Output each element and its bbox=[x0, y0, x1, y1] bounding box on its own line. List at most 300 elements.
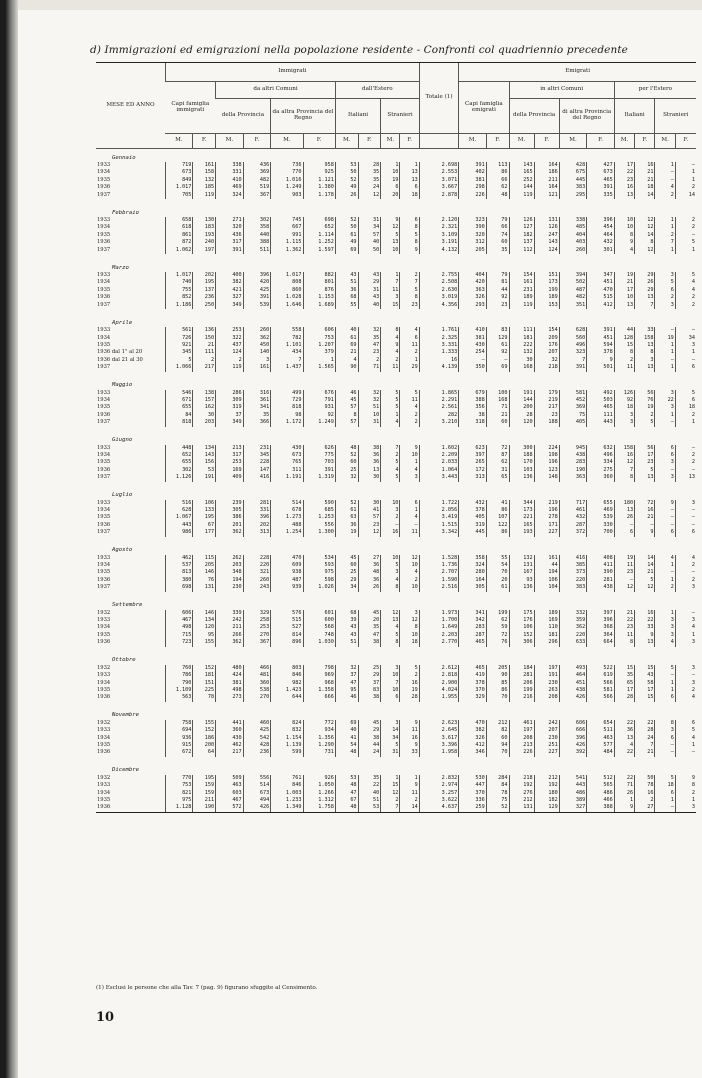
cell-value: 4 bbox=[675, 735, 696, 742]
cell-value: 1 bbox=[655, 687, 675, 694]
cell-value: 392 bbox=[559, 749, 587, 756]
cell-value: 134 bbox=[193, 445, 216, 452]
cell-value: — bbox=[675, 507, 696, 514]
table-row bbox=[96, 302, 696, 309]
header-sex-f: F. bbox=[534, 134, 559, 149]
cell-value: 628 bbox=[559, 327, 587, 334]
cell-value: 436 bbox=[216, 232, 244, 239]
cell-value: 161 bbox=[509, 279, 534, 286]
cell-value: 921 bbox=[165, 342, 193, 349]
cell-value: 3 bbox=[675, 804, 696, 812]
table-row bbox=[96, 177, 696, 184]
cell-value: 936 bbox=[165, 735, 193, 742]
cell-value: 68 bbox=[335, 294, 358, 301]
cell-value: 16 bbox=[635, 162, 655, 169]
cell-value: 21 bbox=[335, 349, 358, 356]
cell-value: 425 bbox=[243, 287, 271, 294]
cell-value: 7 bbox=[381, 279, 400, 286]
migration-table bbox=[96, 62, 696, 818]
header-mese: MESE ED ANNO bbox=[96, 63, 165, 149]
cell-value: 5 bbox=[381, 397, 400, 404]
cell-value: 428 bbox=[243, 742, 271, 749]
cell-value: 1.319 bbox=[303, 474, 335, 481]
cell-value: 62 bbox=[486, 617, 509, 624]
cell-value: 186 bbox=[193, 735, 216, 742]
cell-value: 632 bbox=[587, 445, 615, 452]
row-year: 1934 bbox=[97, 279, 111, 286]
table-row bbox=[96, 224, 696, 231]
cell-value: 2 bbox=[675, 459, 696, 466]
cell-value: 76 bbox=[635, 397, 655, 404]
row-year: 1934 bbox=[97, 624, 111, 631]
header-immigrati: Immigrati bbox=[165, 63, 419, 82]
cell-value: 54 bbox=[486, 562, 509, 569]
cell-value: 2.707 bbox=[419, 569, 459, 576]
cell-value: 136 bbox=[509, 584, 534, 591]
cell-value: 488 bbox=[271, 522, 303, 529]
table-row bbox=[96, 797, 696, 804]
header-per-estero: per l'Estero bbox=[614, 82, 696, 99]
cell-value: — bbox=[675, 445, 696, 452]
cell-value: 345 bbox=[165, 349, 193, 356]
cell-value: 136 bbox=[509, 474, 534, 481]
cell-value: 563 bbox=[165, 694, 193, 701]
cell-value: 22 bbox=[655, 397, 675, 404]
cell-value: 23 bbox=[614, 177, 634, 184]
cell-value: 35 bbox=[486, 247, 509, 254]
cell-value: 43 bbox=[335, 272, 358, 279]
cell-value: 698 bbox=[303, 217, 335, 224]
table-row bbox=[96, 727, 696, 734]
cell-value: 1.062 bbox=[165, 247, 193, 254]
cell-value: 408 bbox=[587, 555, 615, 562]
cell-value: 90 bbox=[335, 364, 358, 371]
cell-value: 156 bbox=[193, 459, 216, 466]
row-year: 1935 bbox=[97, 796, 111, 803]
cell-value: 12 bbox=[400, 555, 419, 562]
cell-value: 220 bbox=[243, 562, 271, 569]
table-row bbox=[96, 507, 696, 514]
cell-value: 66 bbox=[486, 224, 509, 231]
cell-value: 172 bbox=[459, 467, 487, 474]
cell-value: 2 bbox=[400, 672, 419, 679]
row-year: 1936 dal 21 al 30 bbox=[97, 356, 143, 363]
cell-value: 10 bbox=[614, 224, 634, 231]
cell-value: 6 bbox=[675, 529, 696, 536]
table-row bbox=[96, 694, 696, 701]
header-sex-m: M. bbox=[509, 134, 534, 149]
cell-value: 462 bbox=[216, 742, 244, 749]
cell-value: 22 bbox=[614, 775, 634, 782]
cell-value: 4 bbox=[614, 742, 634, 749]
cell-value: 313 bbox=[243, 529, 271, 536]
cell-value: 969 bbox=[303, 672, 335, 679]
cell-value: 283 bbox=[559, 459, 587, 466]
cell-value: 5 bbox=[381, 562, 400, 569]
cell-value: 126 bbox=[509, 217, 534, 224]
cell-value: 51 bbox=[358, 797, 381, 804]
cell-value: 181 bbox=[534, 632, 559, 639]
cell-value: 196 bbox=[534, 459, 559, 466]
cell-value: 60 bbox=[486, 239, 509, 246]
cell-value: 1.154 bbox=[271, 735, 303, 742]
cell-value: 501 bbox=[587, 364, 615, 371]
cell-value: 13 bbox=[614, 507, 634, 514]
cell-value: 522 bbox=[587, 665, 615, 672]
cell-value: 5 bbox=[635, 419, 655, 426]
cell-value: 363 bbox=[459, 287, 487, 294]
cell-value: 3 bbox=[675, 680, 696, 687]
cell-value: 35 bbox=[614, 672, 634, 679]
cell-value: 1.153 bbox=[303, 294, 335, 301]
cell-value: 7 bbox=[381, 680, 400, 687]
cell-value: 23 bbox=[614, 569, 634, 576]
cell-value: 84 bbox=[165, 412, 193, 419]
cell-value: 2.120 bbox=[419, 217, 459, 224]
cell-value: 8 bbox=[614, 232, 634, 239]
cell-value: 3 bbox=[675, 584, 696, 591]
row-year: 1937 bbox=[97, 584, 111, 591]
cell-value: — bbox=[655, 522, 675, 529]
cell-value: 373 bbox=[559, 569, 587, 576]
cell-value: 791 bbox=[303, 397, 335, 404]
cell-value: 5 bbox=[655, 665, 675, 672]
cell-value: 1 bbox=[381, 412, 400, 419]
cell-value: 196 bbox=[534, 507, 559, 514]
cell-value: 9 bbox=[400, 742, 419, 749]
header-sex-m: M. bbox=[614, 134, 634, 149]
table-row bbox=[96, 680, 696, 687]
cell-value: 144 bbox=[509, 184, 534, 191]
row-year: 1932 bbox=[97, 664, 111, 671]
row-year: 1936 bbox=[97, 294, 111, 301]
cell-value: 126 bbox=[534, 224, 559, 231]
row-year: 1933 bbox=[97, 389, 111, 396]
cell-value: 176 bbox=[534, 342, 559, 349]
cell-value: 6 bbox=[655, 287, 675, 294]
cell-value: 772 bbox=[303, 720, 335, 727]
cell-value: 302 bbox=[165, 467, 193, 474]
cell-value: 10 bbox=[400, 562, 419, 569]
cell-value: 129 bbox=[534, 804, 559, 812]
cell-value: 161 bbox=[534, 555, 559, 562]
cell-value: 2 bbox=[381, 797, 400, 804]
cell-value: 56 bbox=[635, 390, 655, 397]
cell-value: 2.056 bbox=[419, 507, 459, 514]
cell-value: 52 bbox=[335, 177, 358, 184]
table-row bbox=[96, 617, 696, 624]
cell-value: 191 bbox=[509, 390, 534, 397]
month-heading: Luglio bbox=[112, 492, 133, 499]
cell-value: 4 bbox=[381, 335, 400, 342]
cell-value: 4 bbox=[335, 357, 358, 364]
cell-value: 519 bbox=[243, 184, 271, 191]
cell-value: 808 bbox=[271, 279, 303, 286]
cell-value: 1.003 bbox=[271, 790, 303, 797]
cell-value: 813 bbox=[165, 569, 193, 576]
cell-value: 2 bbox=[655, 584, 675, 591]
cell-value: 206 bbox=[509, 680, 534, 687]
cell-value: 1.736 bbox=[419, 562, 459, 569]
header-della-provincia: della Provincia bbox=[216, 99, 271, 134]
cell-value: 1.066 bbox=[165, 364, 193, 371]
table-row bbox=[96, 459, 696, 466]
cell-value: 698 bbox=[165, 584, 193, 591]
cell-value: 207 bbox=[534, 727, 559, 734]
cell-value: 40 bbox=[358, 239, 381, 246]
cell-value: 190 bbox=[193, 804, 216, 812]
cell-value: 2 bbox=[675, 452, 696, 459]
cell-value: 72 bbox=[486, 445, 509, 452]
cell-value: 628 bbox=[165, 507, 193, 514]
cell-value: — bbox=[614, 577, 634, 584]
cell-value: 40 bbox=[358, 790, 381, 797]
cell-value: 38 bbox=[459, 412, 487, 419]
cell-value: 15 bbox=[381, 782, 400, 789]
cell-value: — bbox=[675, 232, 696, 239]
cell-value: 731 bbox=[303, 749, 335, 756]
row-year: 1935 bbox=[97, 404, 111, 411]
cell-value: 6 bbox=[655, 694, 675, 701]
cell-value: 666 bbox=[303, 694, 335, 701]
cell-value: 454 bbox=[587, 224, 615, 231]
cell-value: 8 bbox=[400, 239, 419, 246]
header-totale: Totale (1) bbox=[419, 63, 459, 134]
cell-value: 36 bbox=[358, 562, 381, 569]
cell-value: 60 bbox=[486, 735, 509, 742]
cell-value: 138 bbox=[193, 390, 216, 397]
cell-value: 41 bbox=[486, 500, 509, 507]
cell-value: 466 bbox=[587, 797, 615, 804]
cell-value: 37 bbox=[358, 680, 381, 687]
table-row bbox=[96, 294, 696, 301]
cell-value: 430 bbox=[459, 342, 487, 349]
cell-value: 4 bbox=[400, 467, 419, 474]
row-year: 1937 bbox=[97, 301, 111, 308]
cell-value: 396 bbox=[587, 617, 615, 624]
row-spacer bbox=[96, 812, 696, 818]
cell-value: 86 bbox=[486, 687, 509, 694]
cell-value: 306 bbox=[509, 639, 534, 646]
cell-value: 320 bbox=[216, 224, 244, 231]
header-stranieri-emi: Stranieri bbox=[655, 99, 696, 134]
cell-value: 18 bbox=[655, 782, 675, 789]
cell-value: 1.273 bbox=[271, 514, 303, 521]
cell-value: 110 bbox=[534, 624, 559, 631]
cell-value: 2.033 bbox=[419, 459, 459, 466]
cell-value: 98 bbox=[271, 412, 303, 419]
cell-value: 106 bbox=[193, 500, 216, 507]
cell-value: 404 bbox=[559, 232, 587, 239]
cell-value: 6 bbox=[614, 529, 634, 536]
cell-value: 61 bbox=[486, 584, 509, 591]
cell-value: 104 bbox=[534, 584, 559, 591]
cell-value: 1.758 bbox=[303, 804, 335, 812]
cell-value: 217 bbox=[193, 364, 216, 371]
cell-value: 430 bbox=[271, 445, 303, 452]
cell-value: 193 bbox=[509, 529, 534, 536]
cell-value: 619 bbox=[587, 672, 615, 679]
cell-value: 2 bbox=[400, 797, 419, 804]
cell-value: 765 bbox=[271, 459, 303, 466]
cell-value: 212 bbox=[486, 720, 509, 727]
cell-value: 38 bbox=[358, 735, 381, 742]
cell-value: 131 bbox=[509, 562, 534, 569]
cell-value: 11 bbox=[400, 342, 419, 349]
cell-value: 2.818 bbox=[419, 672, 459, 679]
table-row bbox=[96, 775, 696, 782]
cell-value: 48 bbox=[335, 749, 358, 756]
cell-value: 220 bbox=[559, 632, 587, 639]
cell-value: 14 bbox=[400, 804, 419, 812]
cell-value: 240 bbox=[193, 239, 216, 246]
cell-value: 79 bbox=[486, 272, 509, 279]
cell-value: 176 bbox=[509, 617, 534, 624]
cell-value: 372 bbox=[559, 529, 587, 536]
cell-value: 263 bbox=[534, 687, 559, 694]
cell-value: 1.249 bbox=[303, 419, 335, 426]
cell-value: 345 bbox=[243, 452, 271, 459]
cell-value: 342 bbox=[459, 617, 487, 624]
cell-value: 410 bbox=[216, 177, 244, 184]
cell-value: 23 bbox=[358, 522, 381, 529]
cell-value: 527 bbox=[271, 624, 303, 631]
cell-value: 36 bbox=[335, 522, 358, 529]
cell-value: 2 bbox=[675, 294, 696, 301]
cell-value: 925 bbox=[303, 169, 335, 176]
cell-value: 22 bbox=[358, 782, 381, 789]
cell-value: 72 bbox=[635, 500, 655, 507]
month-heading: Gennaio bbox=[112, 154, 136, 161]
cell-value: 347 bbox=[587, 272, 615, 279]
cell-value: 9 bbox=[400, 247, 419, 254]
table-row bbox=[96, 192, 696, 199]
cell-value: 618 bbox=[165, 224, 193, 231]
cell-value: 430 bbox=[216, 735, 244, 742]
cell-value: 360 bbox=[243, 680, 271, 687]
cell-value: 208 bbox=[509, 735, 534, 742]
cell-value: 416 bbox=[559, 555, 587, 562]
cell-value: 55 bbox=[335, 302, 358, 309]
cell-value: 18 bbox=[635, 184, 655, 191]
cell-value: 2 bbox=[400, 272, 419, 279]
table-row bbox=[96, 562, 696, 569]
cell-value: 173 bbox=[509, 507, 534, 514]
cell-value: 31 bbox=[486, 467, 509, 474]
cell-value: 499 bbox=[271, 390, 303, 397]
cell-value: 968 bbox=[303, 680, 335, 687]
cell-value: 85 bbox=[486, 680, 509, 687]
cell-value: 144 bbox=[509, 397, 534, 404]
cell-value: 48 bbox=[358, 569, 381, 576]
cell-value: 26 bbox=[335, 192, 358, 199]
cell-value: 9 bbox=[400, 720, 419, 727]
cell-value: 11 bbox=[614, 562, 634, 569]
cell-value: 47 bbox=[335, 790, 358, 797]
cell-value: 397 bbox=[587, 610, 615, 617]
cell-value: 12 bbox=[381, 224, 400, 231]
cell-value: 10 bbox=[381, 169, 400, 176]
row-year: 1934 bbox=[97, 789, 111, 796]
row-year: 1936 bbox=[97, 639, 111, 646]
cell-value: 8 bbox=[400, 224, 419, 231]
cell-value: 348 bbox=[216, 569, 244, 576]
cell-value: 1 bbox=[655, 349, 675, 356]
cell-value: 560 bbox=[559, 335, 587, 342]
row-year: 1935 bbox=[97, 631, 111, 638]
cell-value: 369 bbox=[559, 404, 587, 411]
cell-value: 32 bbox=[335, 474, 358, 481]
cell-value: 2.832 bbox=[419, 775, 459, 782]
cell-value: 195 bbox=[193, 279, 216, 286]
cell-value: 305 bbox=[459, 584, 487, 591]
cell-value: 566 bbox=[587, 680, 615, 687]
cell-value: 367 bbox=[243, 192, 271, 199]
cell-value: 3.443 bbox=[419, 474, 459, 481]
cell-value: 380 bbox=[165, 577, 193, 584]
table-row bbox=[96, 624, 696, 631]
cell-value: 12 bbox=[635, 217, 655, 224]
cell-value: 396 bbox=[559, 735, 587, 742]
cell-value: 1 bbox=[655, 247, 675, 254]
cell-value: 388 bbox=[459, 397, 487, 404]
cell-value: 188 bbox=[509, 452, 534, 459]
cell-value: 154 bbox=[534, 327, 559, 334]
row-year: 1934 bbox=[97, 334, 111, 341]
table-title: d) Immigrazioni ed emigrazioni nella popolazione residente - Confronti col quadriennio precedente bbox=[90, 44, 628, 56]
cell-value: 36 bbox=[358, 452, 381, 459]
cell-value: 260 bbox=[243, 327, 271, 334]
cell-value: 4 bbox=[400, 327, 419, 334]
cell-value: 182 bbox=[534, 797, 559, 804]
cell-value: 3.257 bbox=[419, 790, 459, 797]
cell-value: 21 bbox=[614, 279, 634, 286]
cell-value: 443 bbox=[165, 522, 193, 529]
cell-value: 251 bbox=[534, 742, 559, 749]
cell-value: 284 bbox=[486, 775, 509, 782]
cell-value: 991 bbox=[271, 232, 303, 239]
cell-value: 358 bbox=[459, 555, 487, 562]
cell-value: 360 bbox=[587, 474, 615, 481]
cell-value: 1.356 bbox=[303, 735, 335, 742]
cell-value: 143 bbox=[534, 239, 559, 246]
cell-value: 1.191 bbox=[271, 474, 303, 481]
cell-value: 2.321 bbox=[419, 224, 459, 231]
cell-value: 1.249 bbox=[271, 184, 303, 191]
cell-value: 511 bbox=[243, 247, 271, 254]
cell-value: 975 bbox=[303, 569, 335, 576]
cell-value: 469 bbox=[587, 507, 615, 514]
cell-value: 926 bbox=[303, 775, 335, 782]
cell-value: 37 bbox=[216, 412, 244, 419]
table-row bbox=[96, 687, 696, 694]
cell-value: 148 bbox=[534, 474, 559, 481]
cell-value: 671 bbox=[165, 397, 193, 404]
cell-value: 8 bbox=[635, 349, 655, 356]
cell-value: 6 bbox=[675, 397, 696, 404]
cell-value: 1 bbox=[655, 562, 675, 569]
cell-value: 165 bbox=[509, 522, 534, 529]
cell-value: 726 bbox=[165, 335, 193, 342]
cell-value: 9 bbox=[400, 445, 419, 452]
cell-value: 1.312 bbox=[303, 797, 335, 804]
cell-value: 13 bbox=[358, 467, 381, 474]
cell-value: 13 bbox=[635, 639, 655, 646]
table-row bbox=[96, 790, 696, 797]
table-row bbox=[96, 287, 696, 294]
cell-value: 1.121 bbox=[303, 177, 335, 184]
cell-value: 1.016 bbox=[271, 177, 303, 184]
